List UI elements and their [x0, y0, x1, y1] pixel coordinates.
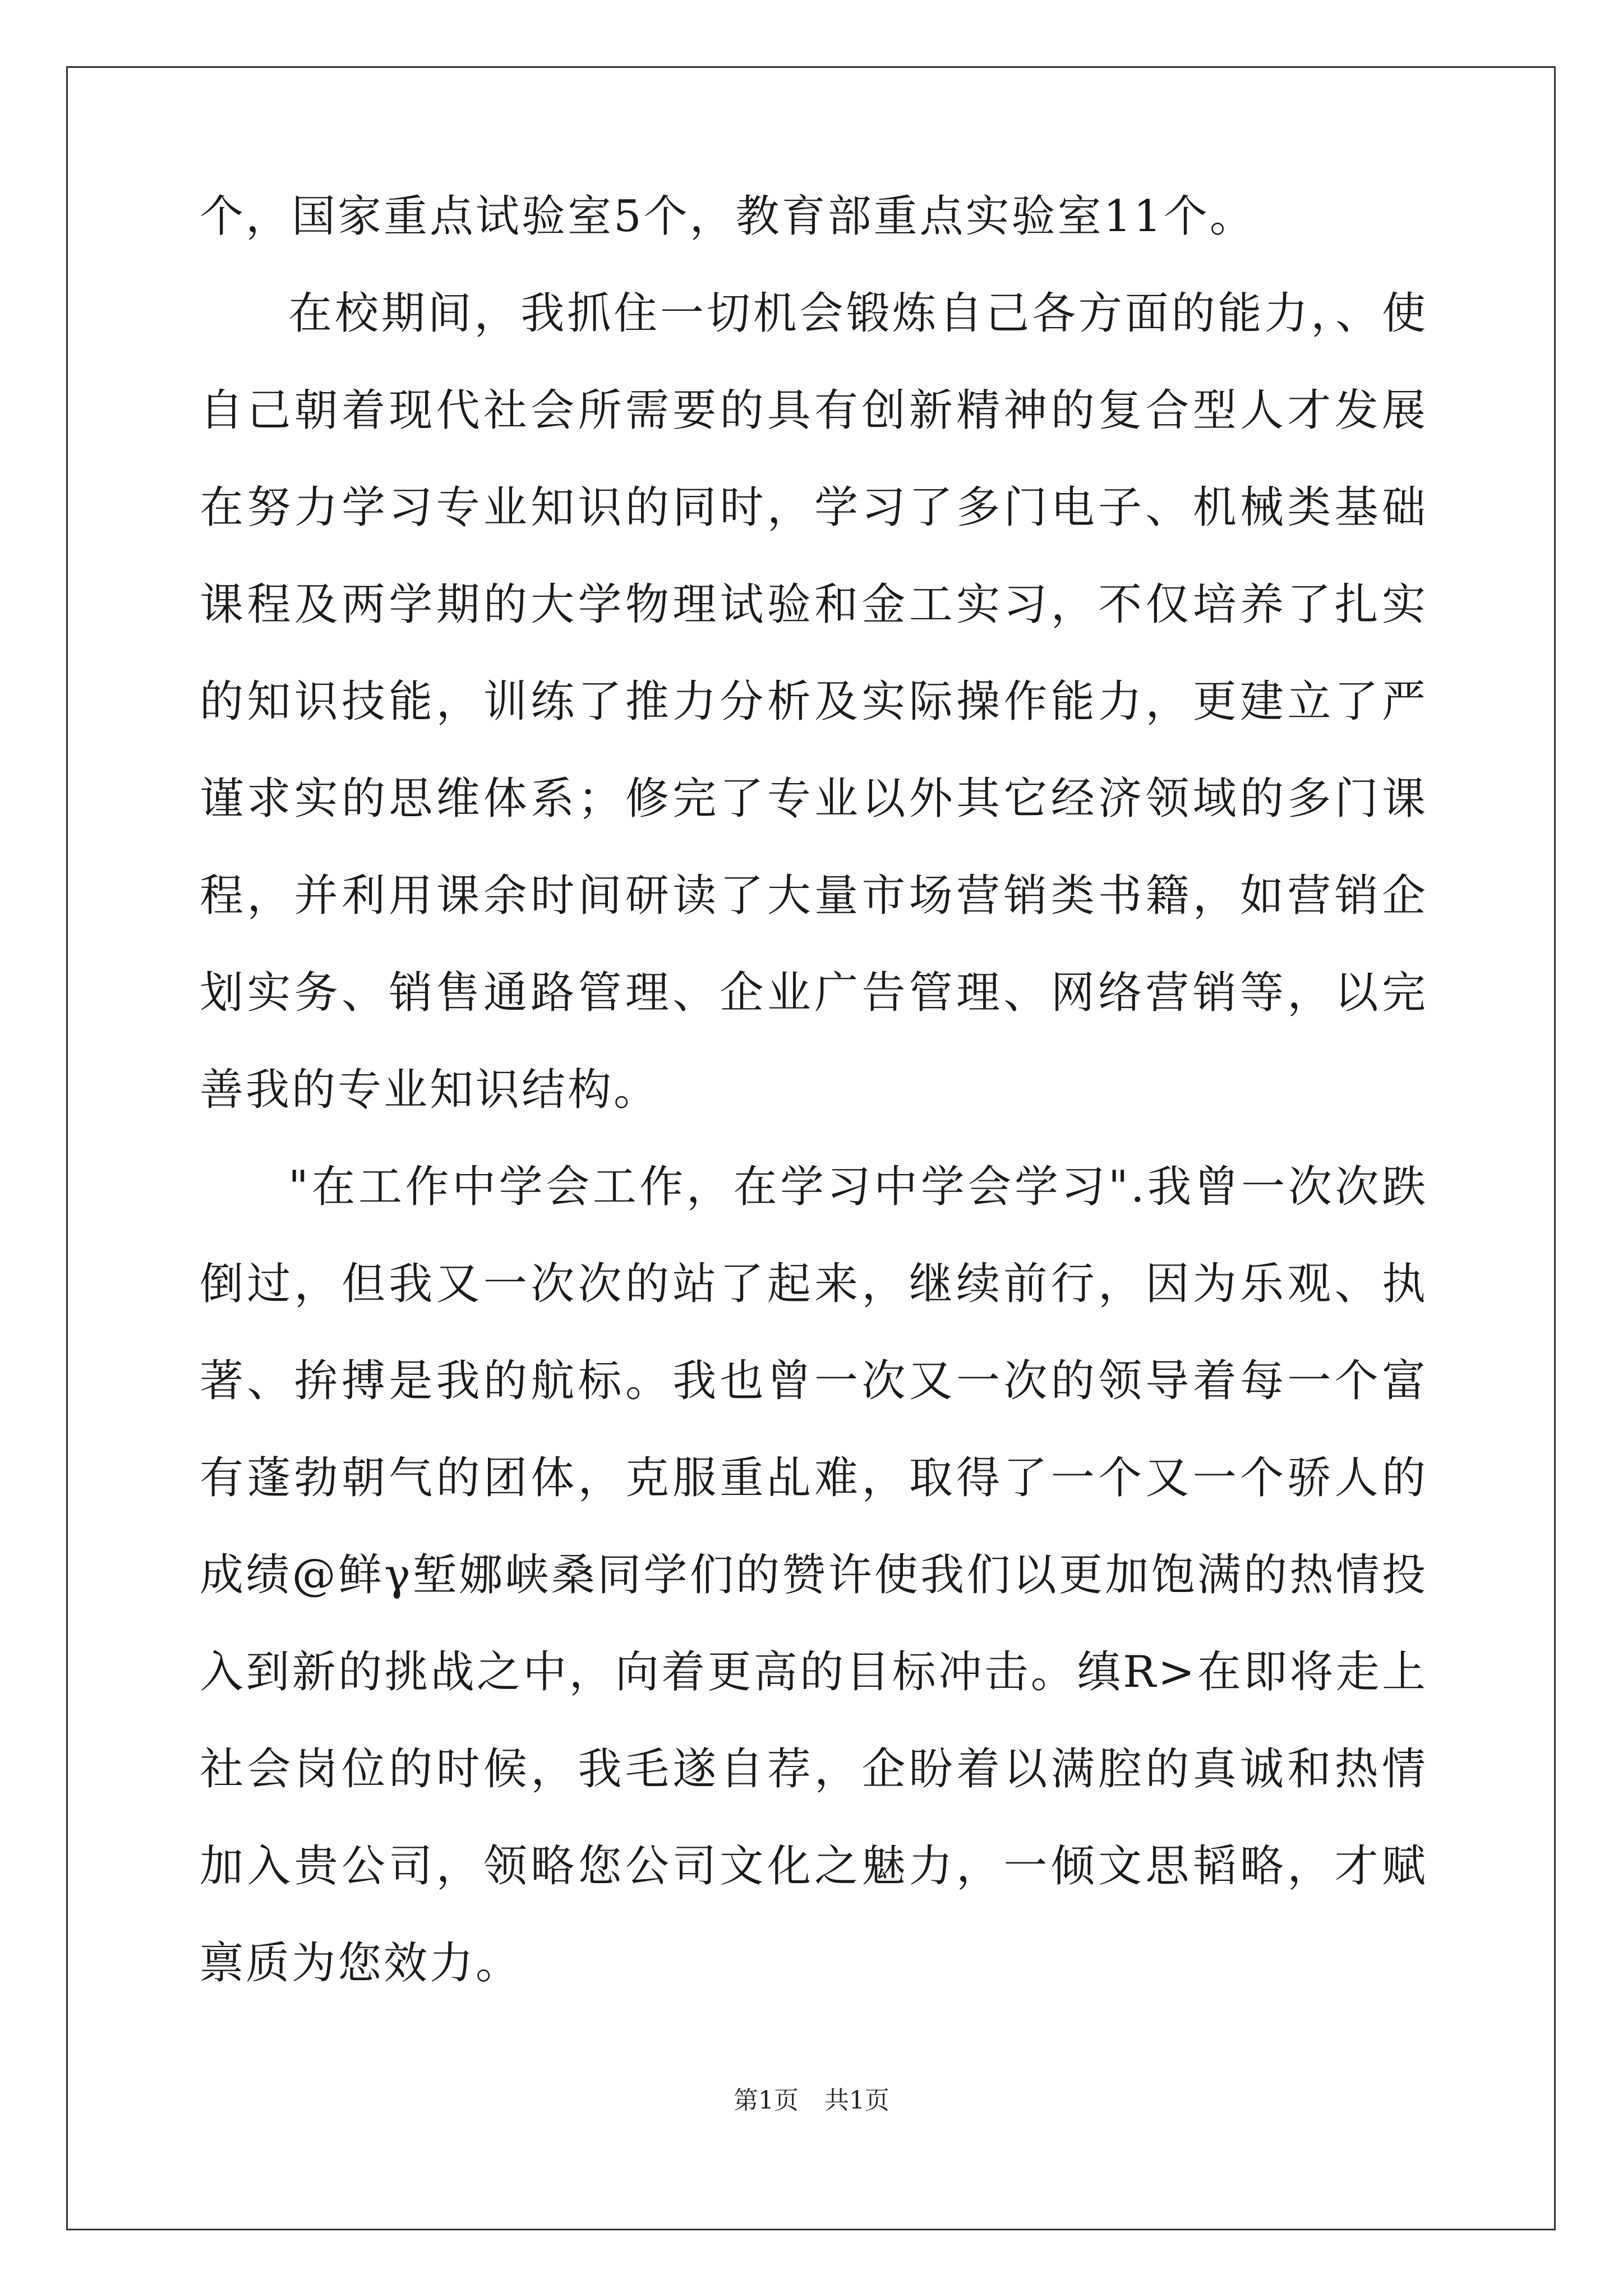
paragraph-continuation: 个，国家重点试验室5个，教育部重点实验室11个。 [200, 191, 1256, 242]
page-footer [0, 2084, 1623, 2118]
page-total: 共1页 [824, 2086, 889, 2115]
document-body [200, 168, 1428, 2012]
paragraph-work: "在工作中学会工作，在学习中学会学习".我曾一次次跌倒过，但我又一次次的站了起来，继续前行，因为乐观、执著、拚搏是我的航标。我也曾一次又一次的领导着每一个富有蓬勃朝气的团体，克服重乩难，取得了一个又一个骄人的成绩@鲜γ堑娜峡桑同学们的赞许使我们以更加饱满的热情投入到新的挑战之中，向着更高的目标冲击。缜R>在即将走上社会岗位的时候，我毛遂自荐，企盼着以满腔的真诚和热情加入贵公司，领略您公司文化之魅力，一倾文思韬略，才赋禀质为您效力。 [200, 1162, 1428, 1989]
paragraph-study: 在校期间，我抓住一切机会锻炼自己各方面的能力，、使自己朝着现代社会所需要的具有创新精神的复合型人才发展在努力学习专业知识的同时，学习了多门电子、机械类基础课程及两学期的大学物理试验和金工实习，不仅培养了扎实的知识技能，训练了推力分析及实际操作能力，更建立了严谨求实的思维体系；修完了专业以外其它经济领域的多门课程，并利用课余时间研读了大量市场营销类书籍，如营销企划实务、销售通路管理、企业广告管理、网络营销等，以完善我的专业知识结构。 [200, 288, 1428, 1115]
page-number: 第1页 [734, 2086, 799, 2115]
